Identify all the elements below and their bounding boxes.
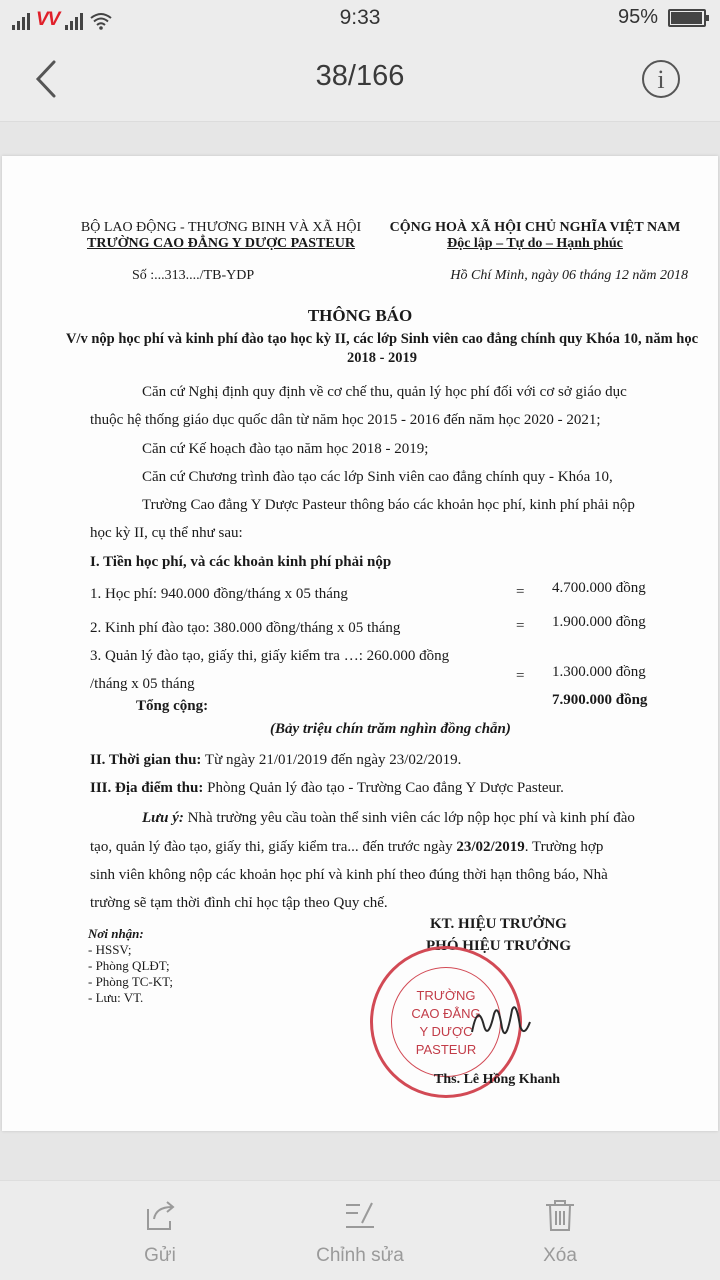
note-line-4: trường sẽ tạm thời đình chỉ học tập theo Quy chế. xyxy=(90,895,388,911)
total-amount: 7.900.000 đồng xyxy=(552,692,648,708)
motto: Độc lập – Tự do – Hạnh phúc xyxy=(447,236,623,251)
recipient-item: - Lưu: VT. xyxy=(88,990,144,1005)
fee-1-equals: = xyxy=(516,584,525,600)
share-icon xyxy=(142,1197,178,1233)
status-bar xyxy=(0,0,720,38)
note-text-2c: . Trường hợp xyxy=(524,839,604,855)
fee-3-amount: 1.300.000 đồng xyxy=(552,664,646,680)
info-button[interactable] xyxy=(642,60,680,98)
delete-button[interactable] xyxy=(480,1181,640,1280)
edit-label: Chỉnh sửa xyxy=(316,1245,404,1266)
sign-title-2: PHÓ HIỆU TRƯỞNG xyxy=(426,938,572,954)
recipients-title: Nơi nhận: xyxy=(88,926,144,941)
stamp-line: PASTEUR xyxy=(415,1042,477,1057)
send-button[interactable] xyxy=(80,1181,240,1280)
send-label: Gửi xyxy=(144,1245,176,1266)
note-text-1: Nhà trường yêu cầu toàn thể sinh viên các lớp nộp học phí và kinh phí đào xyxy=(183,810,635,826)
fee-3-equals: = xyxy=(516,668,525,684)
section-2-label: II. Thời gian thu: xyxy=(90,752,202,768)
fee-2-amount: 1.900.000 đồng xyxy=(552,614,646,630)
fee-1-amount: 4.700.000 đồng xyxy=(552,580,646,596)
paragraph-1-line-1: Căn cứ Nghị định quy định về cơ chế thu, quản lý học phí đối với cơ sở giáo dục xyxy=(142,384,627,400)
note-label: Lưu ý: xyxy=(142,810,184,826)
document-number: Số :...313..../TB-YDP xyxy=(132,268,255,283)
signer-name: Ths. Lê Hồng Khanh xyxy=(434,1072,561,1087)
ministry-name: BỘ LAO ĐỘNG - THƯƠNG BINH VÀ XÃ HỘI xyxy=(80,220,362,235)
carrier-logo: VV xyxy=(36,9,60,30)
page-counter: 38/166 xyxy=(315,60,405,92)
recipients-block xyxy=(88,926,173,1006)
stamp-line: TRƯỜNG xyxy=(416,988,476,1003)
note-deadline: 23/02/2019 xyxy=(456,839,525,855)
bottom-toolbar xyxy=(0,1180,720,1280)
recipient-item: - HSSV; xyxy=(88,942,132,957)
delete-label: Xóa xyxy=(543,1245,577,1266)
note-line-1 xyxy=(142,810,635,827)
edit-icon xyxy=(342,1197,378,1233)
section-3-text: Phòng Quản lý đào tạo - Trường Cao đẳng Y Dược Pasteur. xyxy=(203,780,564,796)
image-viewer[interactable] xyxy=(0,122,720,1180)
recipient-item: - Phòng TC-KT; xyxy=(88,974,173,989)
sign-title-1: KT. HIỆU TRƯỞNG xyxy=(430,916,567,932)
section-1-heading: I. Tiền học phí, và các khoản kinh phí phải nộp xyxy=(90,554,392,570)
fee-3-label: 3. Quản lý đào tạo, giấy thi, giấy kiểm tra …: 260.000 đồng xyxy=(90,648,450,664)
paragraph-1-line-2: thuộc hệ thống giáo dục quốc dân từ năm học 2015 - 2016 đến năm học 2020 - 2021; xyxy=(90,412,601,428)
battery-icon xyxy=(668,9,706,27)
section-3 xyxy=(90,780,564,797)
status-indicators-right xyxy=(618,6,706,29)
clock: 9:33 xyxy=(339,6,381,29)
edit-button[interactable] xyxy=(280,1181,440,1280)
document-page xyxy=(2,156,718,1131)
info-circle-icon: i xyxy=(657,65,665,94)
country-name: CỘNG HOÀ XÃ HỘI CHỦ NGHĨA VIỆT NAM xyxy=(389,220,681,235)
section-2 xyxy=(90,752,461,769)
note-text-2a: tạo, quản lý đào tạo, giấy thi, giấy kiểm tra... đến trước ngày xyxy=(90,839,457,855)
header-right xyxy=(372,220,698,252)
total-in-words: (Bảy triệu chín trăm nghìn đồng chẵn) xyxy=(270,721,511,737)
section-2-text: Từ ngày 21/01/2019 đến ngày 23/02/2019. xyxy=(201,752,462,768)
paragraph-3: Căn cứ Chương trình đào tạo các lớp Sinh viên cao đẳng chính quy - Khóa 10, xyxy=(142,469,613,485)
battery-percent: 95% xyxy=(617,6,658,28)
document-title: THÔNG BÁO xyxy=(307,306,413,325)
note-line-2 xyxy=(90,839,603,856)
paragraph-2: Căn cứ Kế hoạch đào tạo năm học 2018 - 2019; xyxy=(142,441,429,457)
document-date: Hồ Chí Minh, ngày 06 tháng 12 năm 2018 xyxy=(450,268,688,283)
section-3-label: III. Địa điểm thu: xyxy=(90,780,204,796)
fee-3-label-cont: /tháng x 05 tháng xyxy=(90,676,195,692)
school-name: TRƯỜNG CAO ĐẲNG Y DƯỢC PASTEUR xyxy=(87,236,355,251)
stamp-line: CAO ĐẲNG xyxy=(411,1006,481,1021)
total-label: Tổng cộng: xyxy=(136,698,209,714)
recipient-item: - Phòng QLĐT; xyxy=(88,958,170,973)
fee-2-equals: = xyxy=(516,618,525,634)
paragraph-4-line-2: học kỳ II, cụ thể như sau: xyxy=(90,525,243,541)
signature xyxy=(464,992,534,1052)
fee-2-label: 2. Kinh phí đào tạo: 380.000 đồng/tháng x 05 tháng xyxy=(90,620,401,636)
trash-icon xyxy=(542,1197,578,1233)
header-left xyxy=(62,220,380,252)
note-line-3: sinh viên không nộp các khoản học phí và kinh phí theo đúng thời hạn thông báo, Nhà xyxy=(90,867,608,883)
viewer-title-bar xyxy=(0,38,720,122)
fee-1-label: 1. Học phí: 940.000 đồng/tháng x 05 tháng xyxy=(90,586,348,602)
paragraph-4-line-1: Trường Cao đẳng Y Dược Pasteur thông báo các khoản học phí, kinh phí phải nộp xyxy=(142,497,635,513)
document-subtitle: V/v nộp học phí và kinh phí đào tạo học kỳ II, các lớp Sinh viên cao đẳng chính quy Khóa 10, năm học 2018 - 2019 xyxy=(65,331,699,366)
stamp-line: Y DƯỢC xyxy=(419,1024,473,1039)
